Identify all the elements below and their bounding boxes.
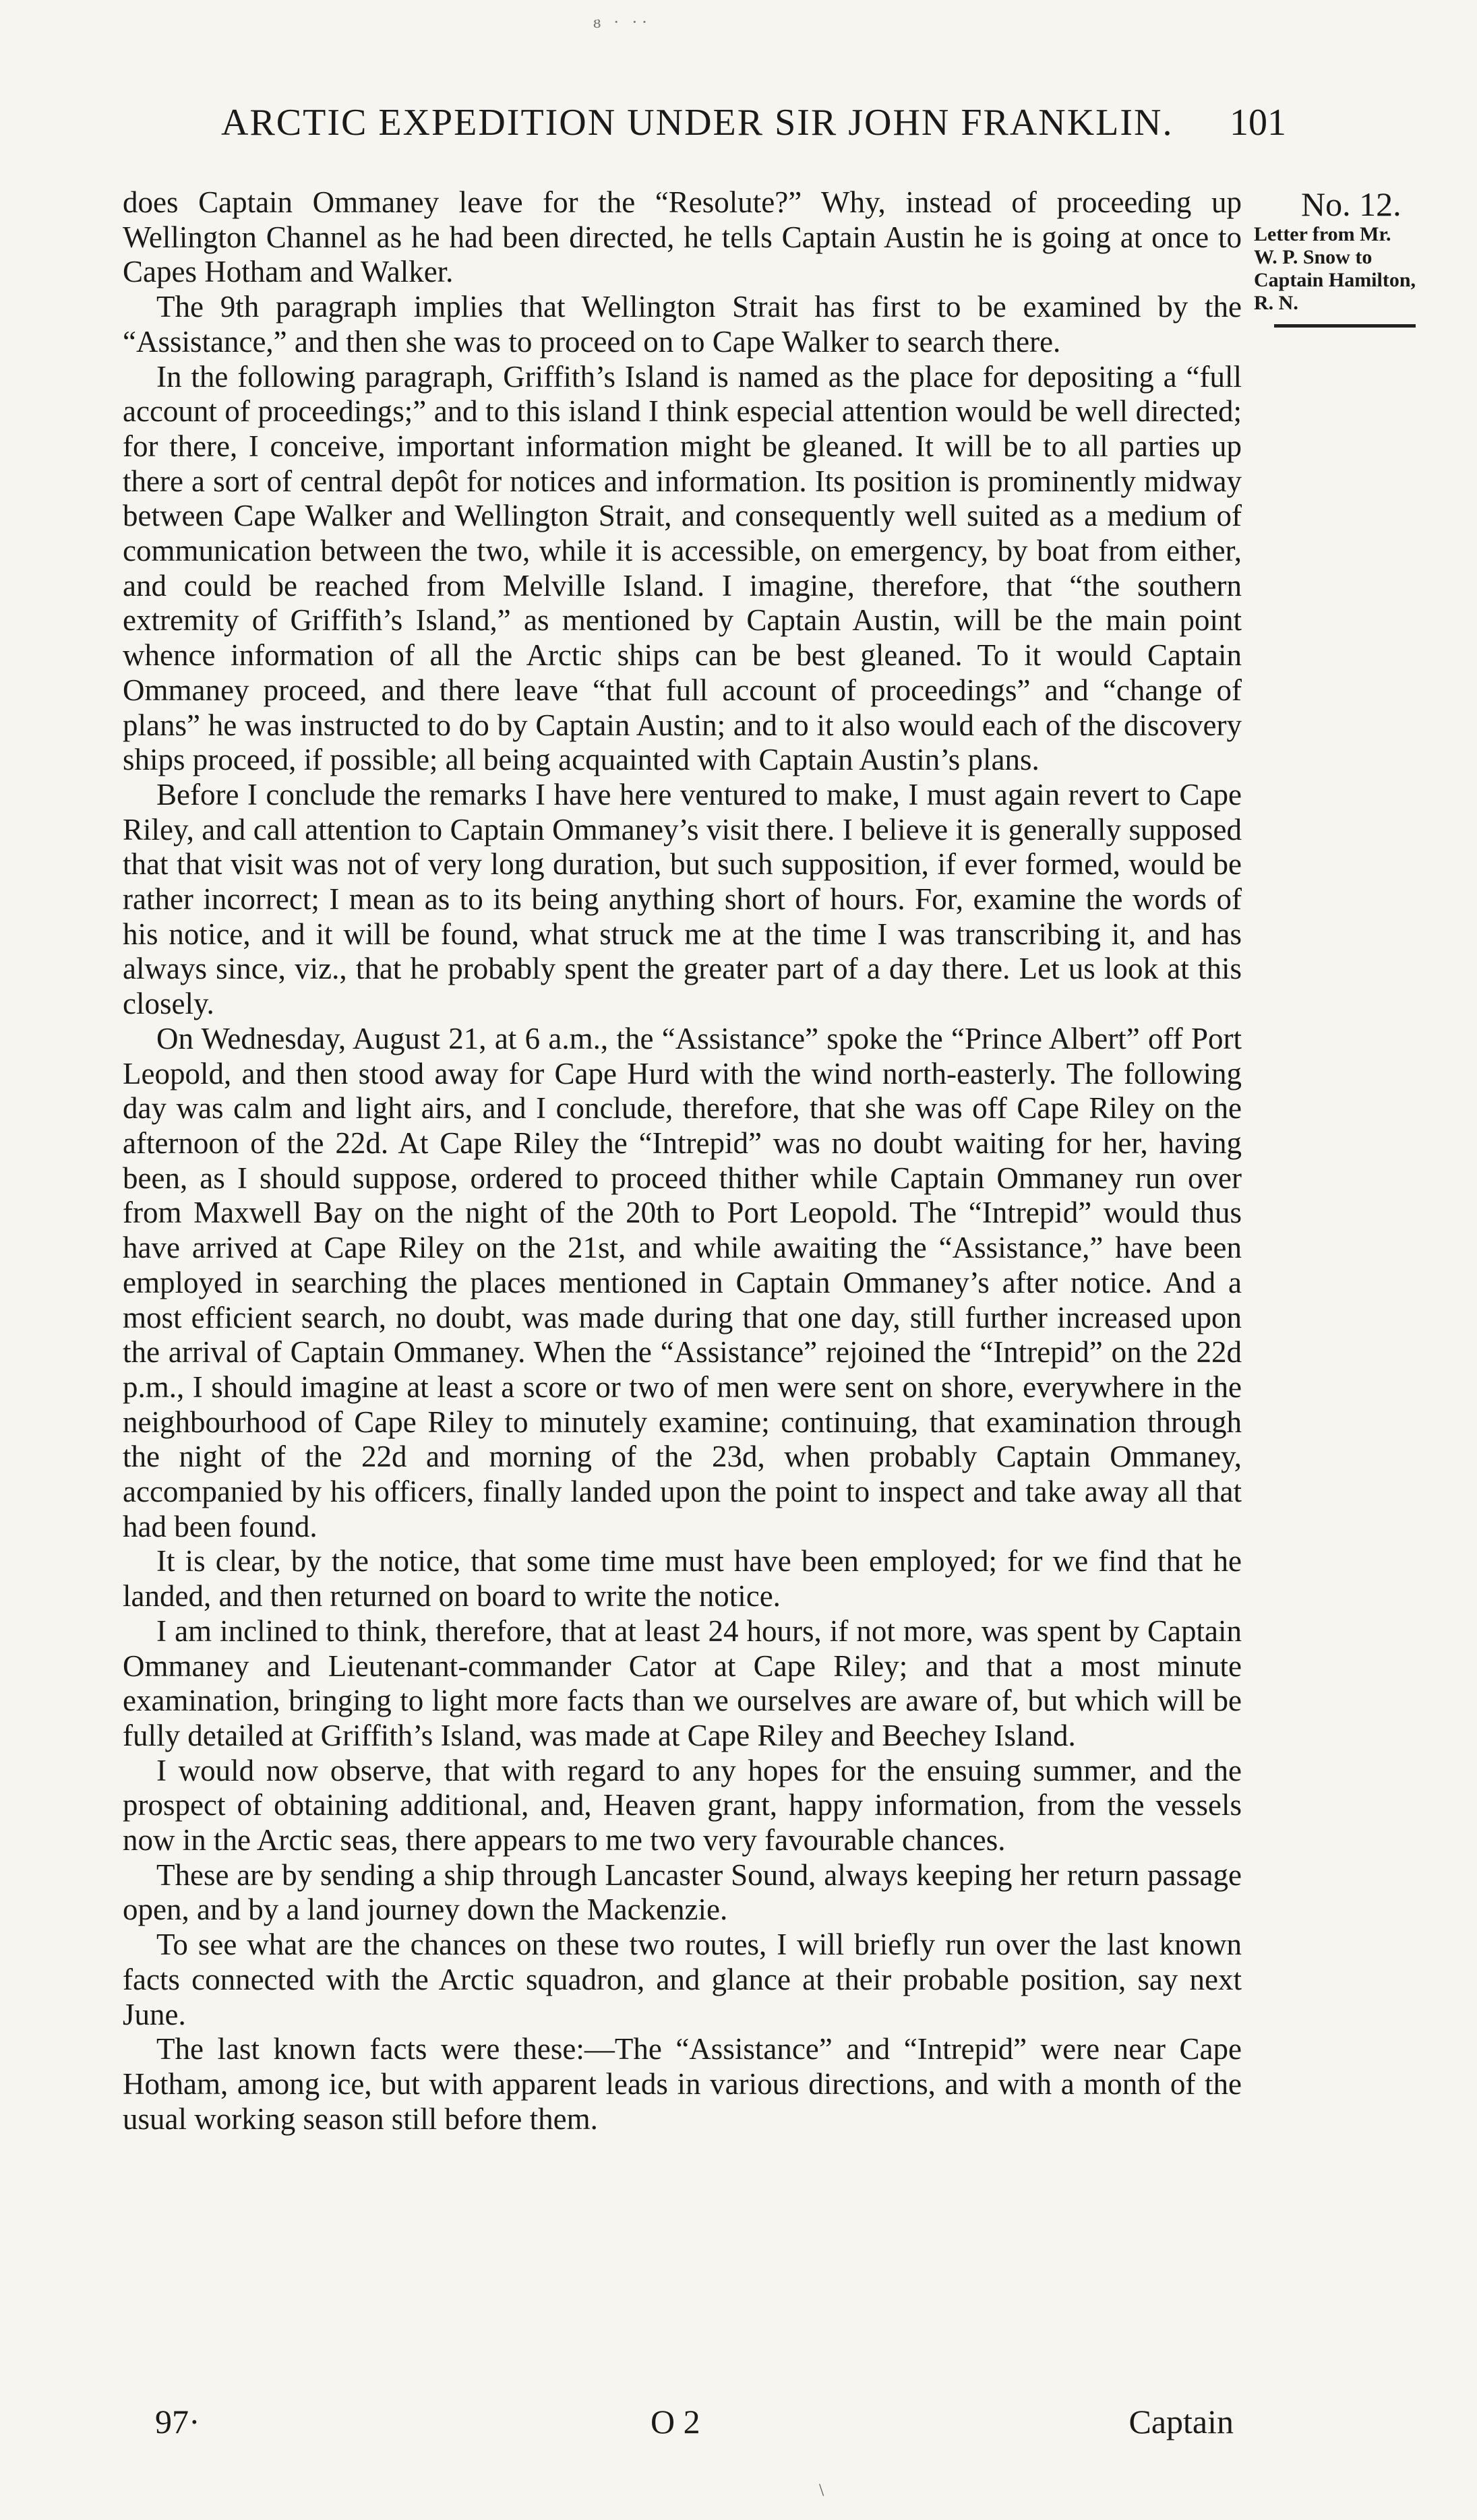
paragraph: I would now observe, that with regard to any hopes for the ensuing summer, and the prospect of obtaining additional, and, Heaven grant, happy information, from the vessels now in the Arctic seas, there appears to me two very favourable chances. (123, 1753, 1242, 1857)
top-printer-mark: ᴕ · ·· (593, 12, 652, 32)
paragraph: In the following paragraph, Griffith’s Island is named as the place for depositing a “full account of proceedings;” and to this island I think especial attention would be well directed; for there, I conceive, important information might be gleaned. It will be to all parties up there a sort of central depôt for notices and information. Its position is prominently midway between Cape Walker and Wellington Strait, and consequently well suited as a medium of communication between the two, while it is accessible, on emergency, by boat from either, and could be reached from Melville Island. I imagine, therefore, that “the southern extremity of Griffith’s Island,” as mentioned by Captain Austin, will be the main point whence information of all the Arctic ships can be best gleaned. To it would Captain Ommaney proceed, and there leave “that full account of proceedings” and “change of plans” he was instructed to do by Captain Austin; and to it also would each of the discovery ships proceed, if possible; all being acquainted with Captain Austin’s plans. (123, 359, 1242, 777)
margin-note (1254, 185, 1456, 328)
paragraph: The 9th paragraph implies that Wellington Strait has first to be examined by the “Assistance,” and then she was to proceed on to Cape Walker to search there. (123, 290, 1242, 359)
bottom-printer-mark: \ (819, 2480, 824, 2500)
margin-note-line: W. P. Snow to (1254, 246, 1373, 268)
margin-rule (1274, 324, 1416, 328)
page-footer (155, 2402, 1234, 2449)
paragraph: On Wednesday, August 21, at 6 a.m., the “Assistance” spoke the “Prince Albert” off Port Leopold, and then stood away for Cape Hurd with the wind north-easterly. The following day was calm and light airs, and I conclude, therefore, that she was off Cape Riley on the afternoon of the 22d. At Cape Riley the “Intrepid” was no doubt waiting for her, having been, as I should suppose, ordered to proceed thither while Captain Ommaney run over from Maxwell Bay on the night of the 20th to Port Leopold. The “Intrepid” would thus have arrived at Cape Riley on the 21st, and while awaiting the “Assistance,” have been employed in searching the places mentioned in Captain Ommaney’s after notice. And a most efficient search, no doubt, was made during that one day, still further increased upon the arrival of Captain Ommaney. When the “Assistance” rejoined the “Intrepid” on the 22d p.m., I should imagine at least a score or two of men were sent on shore, everywhere in the neighbourhood of Cape Riley to minutely examine; continuing, that examination through the night of the 22d and morning of the 23d, when probably Captain Ommaney, accompanied by his officers, finally landed upon the point to inspect and take away all that had been found. (123, 1021, 1242, 1543)
page-header (208, 101, 1286, 155)
margin-note-line: Letter from Mr. (1254, 223, 1391, 245)
paragraph: I am inclined to think, therefore, that at least 24 hours, if not more, was spent by Captain Ommaney and Lieutenant-commander Cator at Cape Riley; and that a most minute examination, bringing to light more facts than we ourselves are aware of, but which will be fully detailed at Griffith’s Island, was made at Cape Riley and Beechey Island. (123, 1614, 1242, 1752)
catchword: Captain (1128, 2403, 1234, 2440)
paragraph: To see what are the chances on these two routes, I will briefly run over the last known facts connected with the Arctic squadron, and glance at their probable position, say next June. (123, 1928, 1242, 2031)
body-text (123, 185, 1242, 2137)
running-head: ARCTIC EXPEDITION UNDER SIR JOHN FRANKLIN. (221, 102, 1174, 144)
paragraph: It is clear, by the notice, that some time must have been employed; for we find that he landed, and then returned on board to write the notice. (123, 1544, 1242, 1614)
paragraph: Before I conclude the remarks I have here ventured to make, I must again revert to Cape Riley, and call attention to Captain Ommaney’s visit there. I believe it is generally supposed that that visit was not of very long duration, but such supposition, if ever formed, would be rather incorrect; I mean as to its being anything short of hours. For, examine the words of his notice, and it will be found, what struck me at the time I was transcribing it, and has always since, viz., that he probably spent the greater part of a day there. Let us look at this closely. (123, 777, 1242, 1021)
folio-mark: O 2 (651, 2403, 700, 2440)
margin-note-line: R. N. (1254, 292, 1298, 314)
document-number: No. 12. (1301, 185, 1401, 223)
signature-mark: 97· (155, 2403, 200, 2440)
paragraph: The last known facts were these:—The “Assistance” and “Intrepid” were near Cape Hotham, among ice, but with apparent leads in various directions, and with a month of the usual working season still before them. (123, 2032, 1242, 2136)
paragraph: These are by sending a ship through Lancaster Sound, always keeping her return passage open, and by a land journey down the Mackenzie. (123, 1857, 1242, 1927)
paragraph: does Captain Ommaney leave for the “Resolute?” Why, instead of proceeding up Wellington Channel as he had been directed, he tells Captain Austin he is going at once to Capes Hotham and Walker. (123, 185, 1242, 289)
margin-note-line: Captain Hamilton, (1254, 269, 1416, 291)
page-number: 101 (1230, 102, 1286, 144)
